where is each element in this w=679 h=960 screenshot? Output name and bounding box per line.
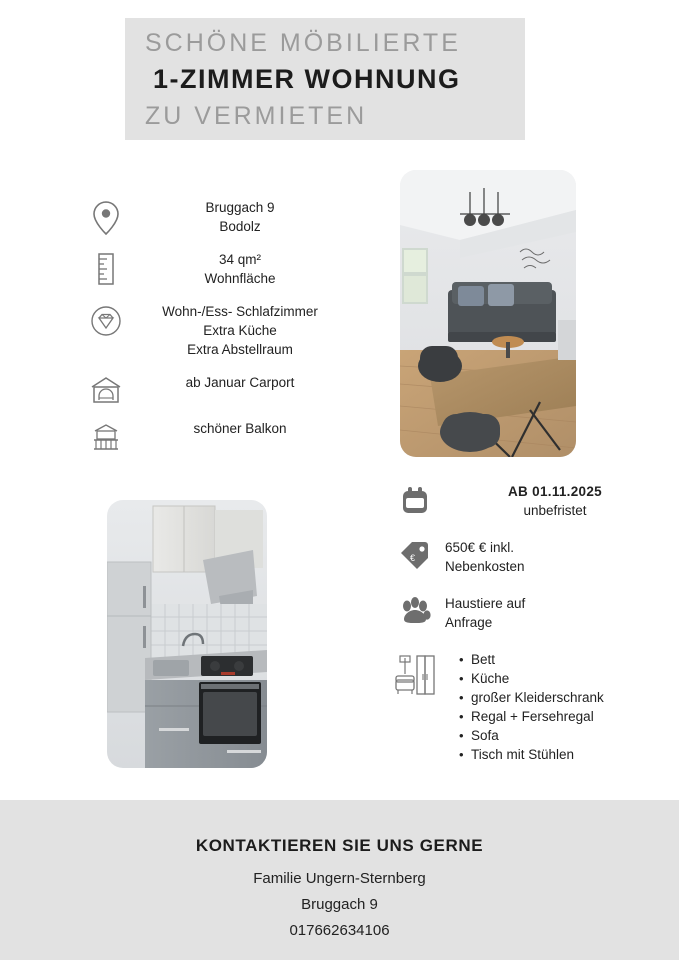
rooms-line-2: Extra Küche xyxy=(203,323,277,338)
area-label: Wohnfläche xyxy=(204,271,276,286)
price-tag-icon xyxy=(393,538,437,572)
feature-area-text xyxy=(128,250,344,288)
address-street: Bruggach 9 xyxy=(205,200,275,215)
address-city: Bodolz xyxy=(219,219,261,234)
svg-text:€: € xyxy=(410,553,416,563)
feature-price xyxy=(393,538,668,576)
feature-furniture-text xyxy=(437,650,665,764)
header-text-block xyxy=(145,26,565,134)
furniture-icon xyxy=(393,650,437,698)
feature-price-text xyxy=(437,538,665,576)
pets-line-1: Haustiere auf xyxy=(445,596,526,611)
feature-rooms xyxy=(84,302,344,359)
contact-phone[interactable]: 017662634106 xyxy=(289,922,390,939)
feature-carport xyxy=(84,373,344,405)
right-feature-list xyxy=(393,482,668,782)
calendar-icon xyxy=(393,482,437,518)
balcony-text: schöner Balkon xyxy=(193,421,287,436)
location-pin-icon xyxy=(84,198,128,236)
list-item: • großer Kleiderschrank xyxy=(459,688,665,707)
price-value: 650€ € inkl. xyxy=(445,540,515,555)
feature-rooms-text xyxy=(128,302,344,359)
carport-text: ab Januar Carport xyxy=(185,375,295,390)
list-item: • Regal + Fersehregal xyxy=(459,707,665,726)
list-item: • Sofa xyxy=(459,726,665,745)
feature-availability-text xyxy=(437,482,665,520)
contact-heading: KONTAKTIEREN SIE UNS GERNE xyxy=(195,836,484,855)
contact-footer xyxy=(0,800,679,960)
left-feature-list xyxy=(84,198,344,467)
feature-address-text xyxy=(128,198,344,236)
poster-header xyxy=(0,0,679,160)
page-title: 1-ZIMMER WOHNUNG xyxy=(153,64,461,94)
furniture-list xyxy=(445,650,665,764)
rooms-line-3: Extra Abstellraum xyxy=(187,342,293,357)
title-line-3: ZU VERMIETEN xyxy=(145,102,368,130)
feature-balcony-text xyxy=(128,419,344,438)
feature-area xyxy=(84,250,344,288)
area-value: 34 qm² xyxy=(218,252,262,267)
list-item: • Küche xyxy=(459,669,665,688)
rooms-line-1: Wohn-/Ess- Schlafzimmer xyxy=(162,304,318,319)
kitchen-photo xyxy=(107,500,267,768)
feature-address xyxy=(84,198,344,236)
price-note: Nebenkosten xyxy=(445,559,525,574)
pets-line-2: Anfrage xyxy=(445,615,493,630)
living-room-photo xyxy=(400,170,576,457)
available-from: AB 01.11.2025 xyxy=(508,484,602,499)
contract-type: unbefristet xyxy=(523,503,587,518)
paw-icon xyxy=(393,594,437,628)
feature-balcony xyxy=(84,419,344,453)
diamond-badge-icon xyxy=(84,302,128,338)
feature-carport-text xyxy=(128,373,344,392)
contact-name: Familie Ungern-Sternberg xyxy=(253,870,426,887)
title-line-1: SCHÖNE MÖBILIERTE xyxy=(145,29,461,57)
garage-icon xyxy=(84,373,128,405)
list-item: • Bett xyxy=(459,650,665,669)
ruler-icon xyxy=(84,250,128,286)
feature-availability xyxy=(393,482,668,520)
feature-furniture xyxy=(393,650,668,764)
contact-address: Bruggach 9 xyxy=(301,896,378,913)
list-item: • Tisch mit Stühlen xyxy=(459,745,665,764)
feature-pets xyxy=(393,594,668,632)
balcony-icon xyxy=(84,419,128,453)
feature-pets-text xyxy=(437,594,665,632)
